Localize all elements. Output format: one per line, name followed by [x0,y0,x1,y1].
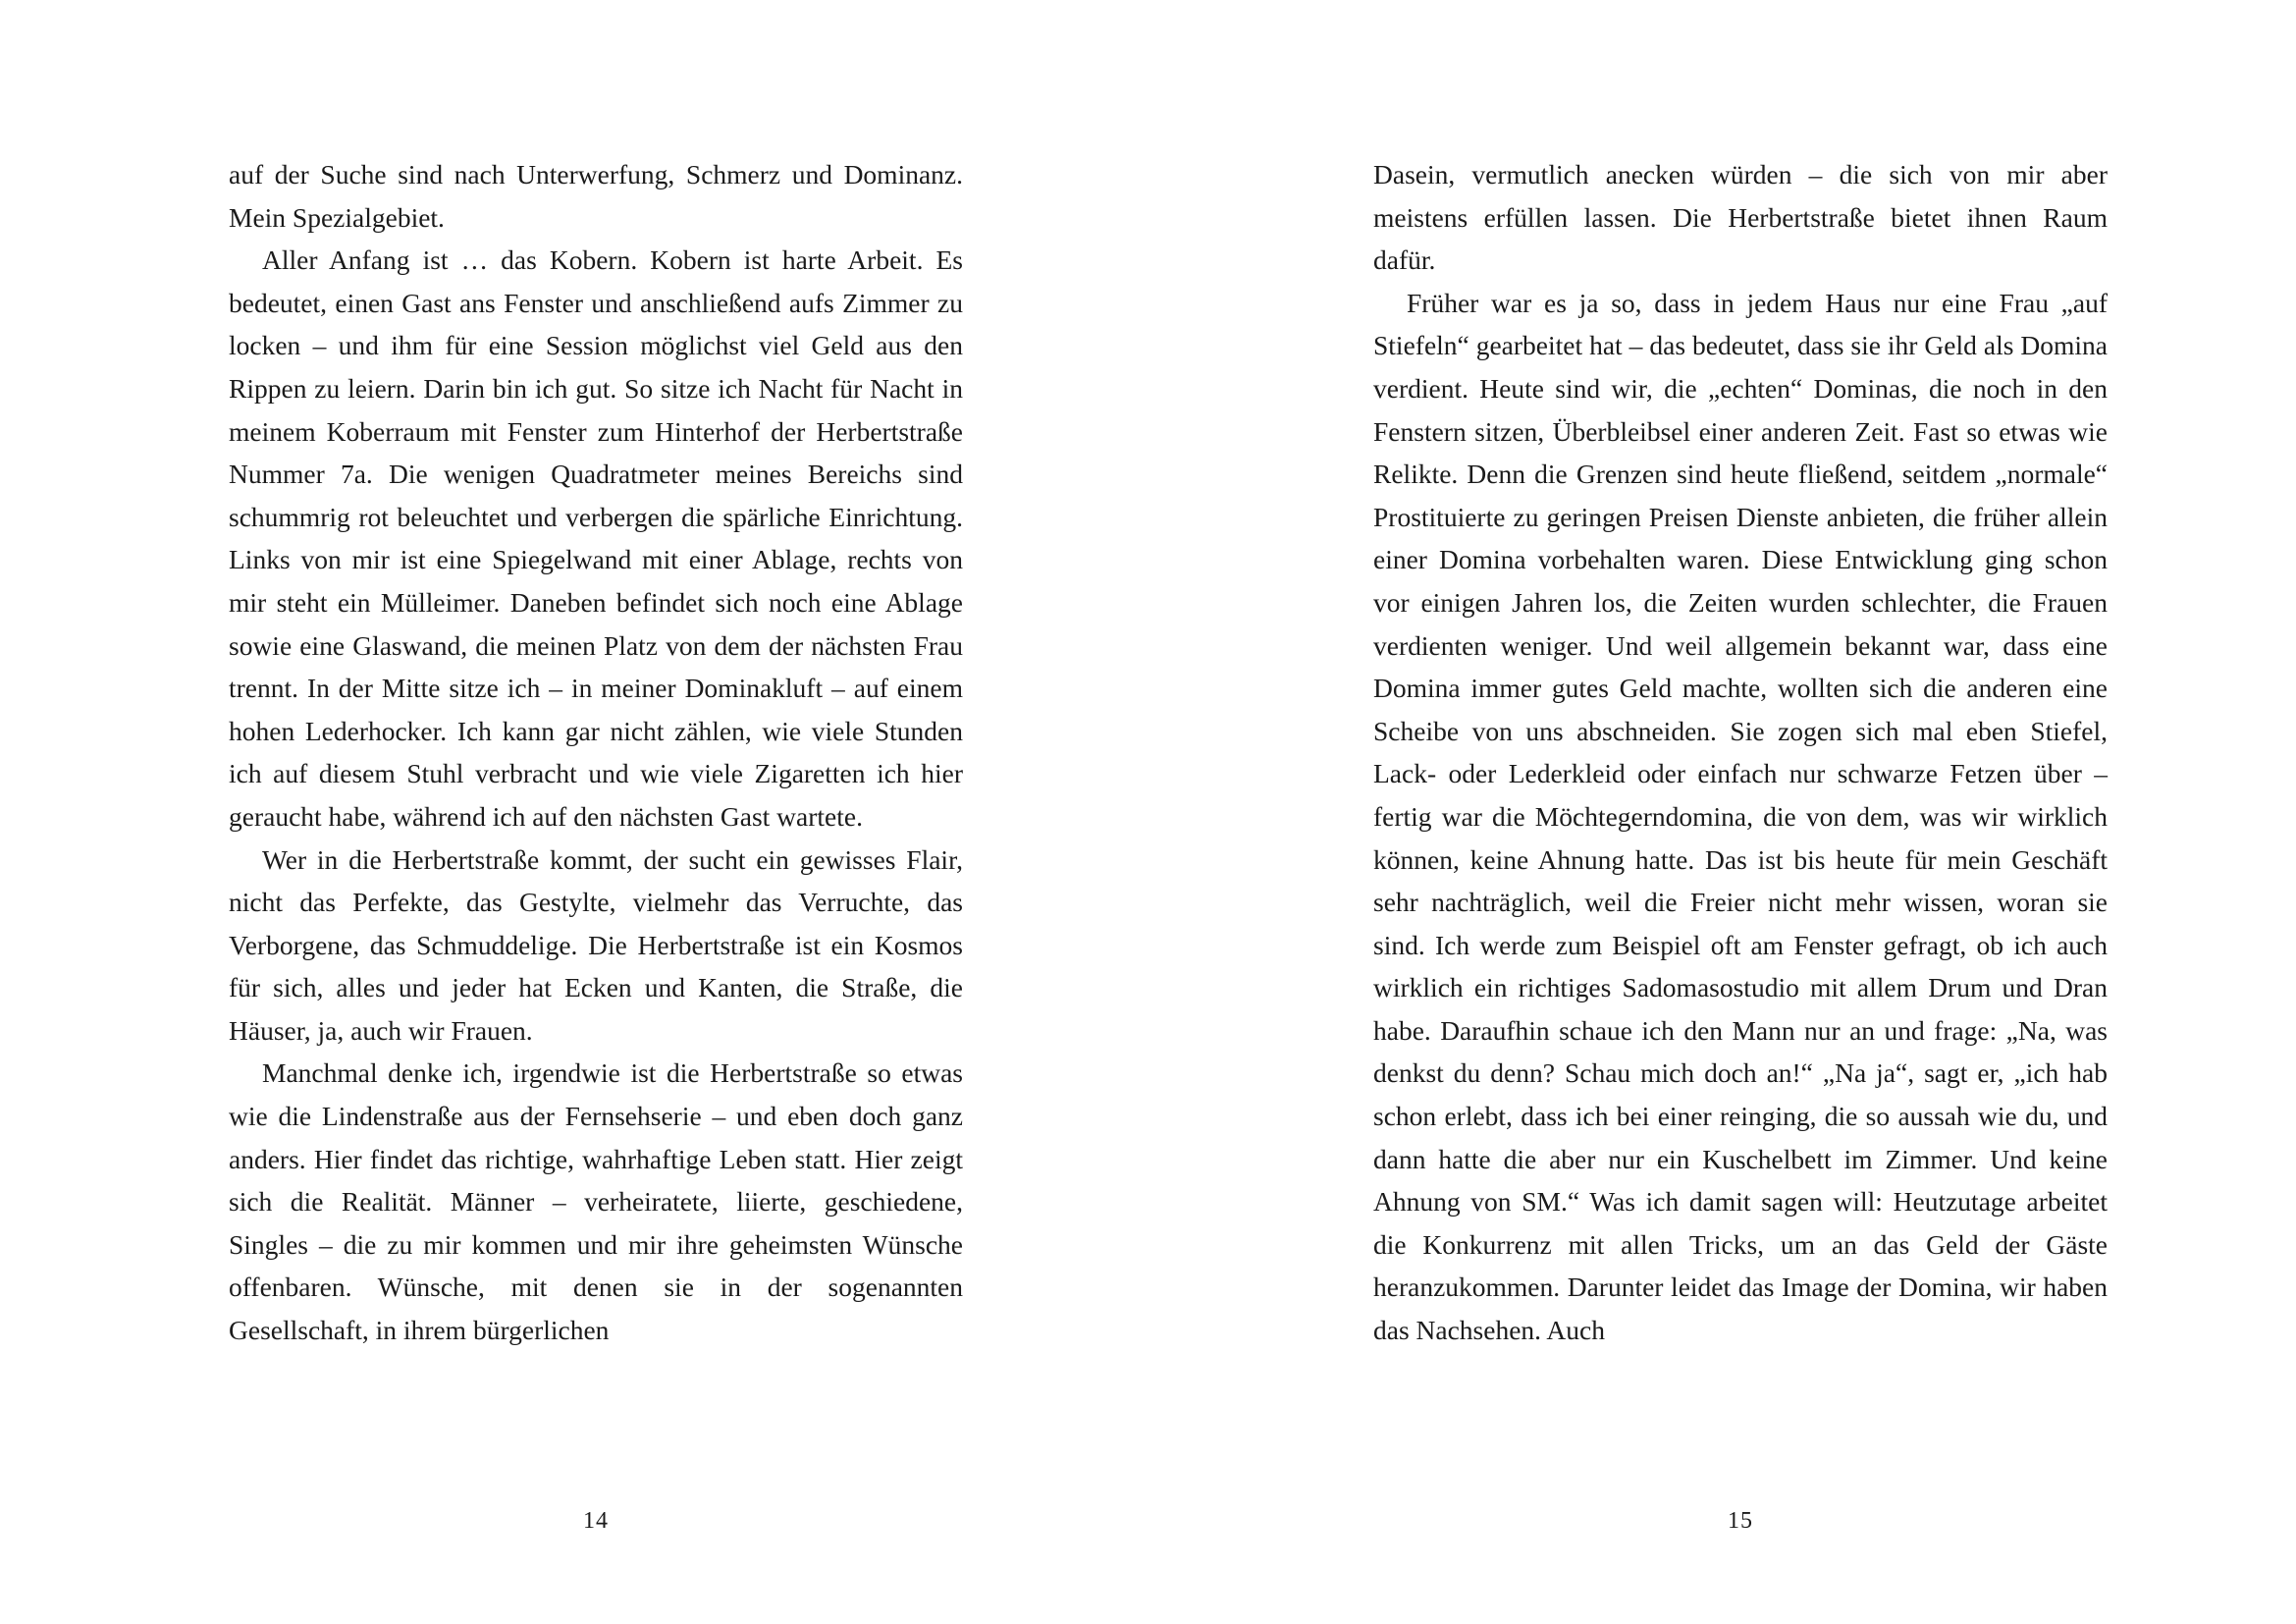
paragraph: Dasein, vermutlich anecken würden – die sich von mir aber meistens erfüllen lassen. Die Herbertstraße bietet ihnen Raum dafür. [1373,159,2108,276]
page-number-left: 14 [583,1508,609,1534]
paragraph: auf der Suche sind nach Unterwerfung, Schmerz und Dominanz. Mein Spezialgebiet. [229,159,963,233]
page-right-text-block [1373,153,2108,1352]
paragraph: Früher war es ja so, dass in jedem Haus nur eine Frau „auf Stiefeln“ gearbeitet hat – das bedeutet, dass sie ihr Geld als Domina verdient. Heute sind wir, die „echten“ Dominas, die noch in den Fenstern sitzen, Überbleibsel einer anderen Zeit. Fast so etwas wie Relikte. Denn die Grenzen sind heute fließend, seitdem „normale“ Prostituierte zu geringen Preisen Dienste anbieten, die früher allein einer Domina vorbehalten waren. Diese Entwicklung ging schon vor einigen Jahren los, die Zeiten wurden schlechter, die Frauen verdienten weniger. Und weil allgemein bekannt war, dass eine Domina immer gutes Geld machte, wollten sich die anderen eine Scheibe von uns abschneiden. Sie zogen sich mal eben Stiefel, Lack- oder Lederkleid oder einfach nur schwarze Fetzen über – fertig war die Möchtegerndomina, die von dem, was wir wirklich können, keine Ahnung hatte. Das ist bis heute für mein Geschäft sehr nachträglich, weil die Freier nicht mehr wissen, woran sie sind. Ich werde zum Beispiel oft am Fenster gefragt, ob ich auch wirklich ein richtiges Sadomasostudio mit allem Drum und Dran habe. Daraufhin schaue ich den Mann nur an und frage: „Na, was denkst du denn? Schau mich doch an!“ „Na ja“, sagt er, „ich hab schon erlebt, dass ich bei einer reinging, die so aussah wie du, und dann hatte die aber nur ein Kuschelbett im Zimmer. Und keine Ahnung von SM.“ Was ich damit sagen will: Heutzutage arbeitet die Konkurrenz mit allen Tricks, um an das Geld der Gäste heranzukommen. Darunter leidet das Image der Domina, wir haben das Nachsehen. Auch [1373,287,2108,1346]
page-left-text-block [229,153,963,1352]
paragraph: Aller Anfang ist … das Kobern. Kobern ist harte Arbeit. Es bedeutet, einen Gast ans Fenster und anschließend aufs Zimmer zu locken – und ihm für eine Session möglichst viel Geld aus den Rippen zu leiern. Darin bin ich gut. So sitze ich Nacht für Nacht in meinem Koberraum mit Fenster zum Hinterhof der Herbertstraße Nummer 7a. Die wenigen Quadratmeter meines Bereichs sind schummrig rot beleuchtet und verbergen die spärliche Einrichtung. Links von mir ist eine Spiegelwand mit einer Ablage, rechts von mir steht ein Mülleimer. Daneben befindet sich noch eine Ablage sowie eine Glaswand, die meinen Platz von dem der nächsten Frau trennt. In der Mitte sitze ich – in meiner Dominakluft – auf einem hohen Lederhocker. Ich kann gar nicht zählen, wie viele Stunden ich auf diesem Stuhl verbracht und wie viele Zigaretten ich hier geraucht habe, während ich auf den nächsten Gast wartete. [229,244,963,832]
page-number-right: 15 [1728,1508,1753,1534]
paragraph: Wer in die Herbertstraße kommt, der sucht ein gewisses Flair, nicht das Perfekte, das Gestylte, vielmehr das Verruchte, das Verborgene, das Schmuddelige. Die Herbertstraße ist ein Kosmos für sich, alles und jeder hat Ecken und Kanten, die Straße, die Häuser, ja, auch wir Frauen. [229,843,963,1046]
paragraph: Manchmal denke ich, irgendwie ist die Herbertstraße so etwas wie die Lindenstraße aus der Fernsehserie – und eben doch ganz anders. Hier findet das richtige, wahrhaftige Leben statt. Hier zeigt sich die Realität. Männer – verheiratete, liierte, geschiedene, Singles – die zu mir kommen und mir ihre geheimsten Wünsche offenbaren. Wünsche, mit denen sie in der sogenannten Gesellschaft, in ihrem bürgerlichen [229,1057,963,1346]
